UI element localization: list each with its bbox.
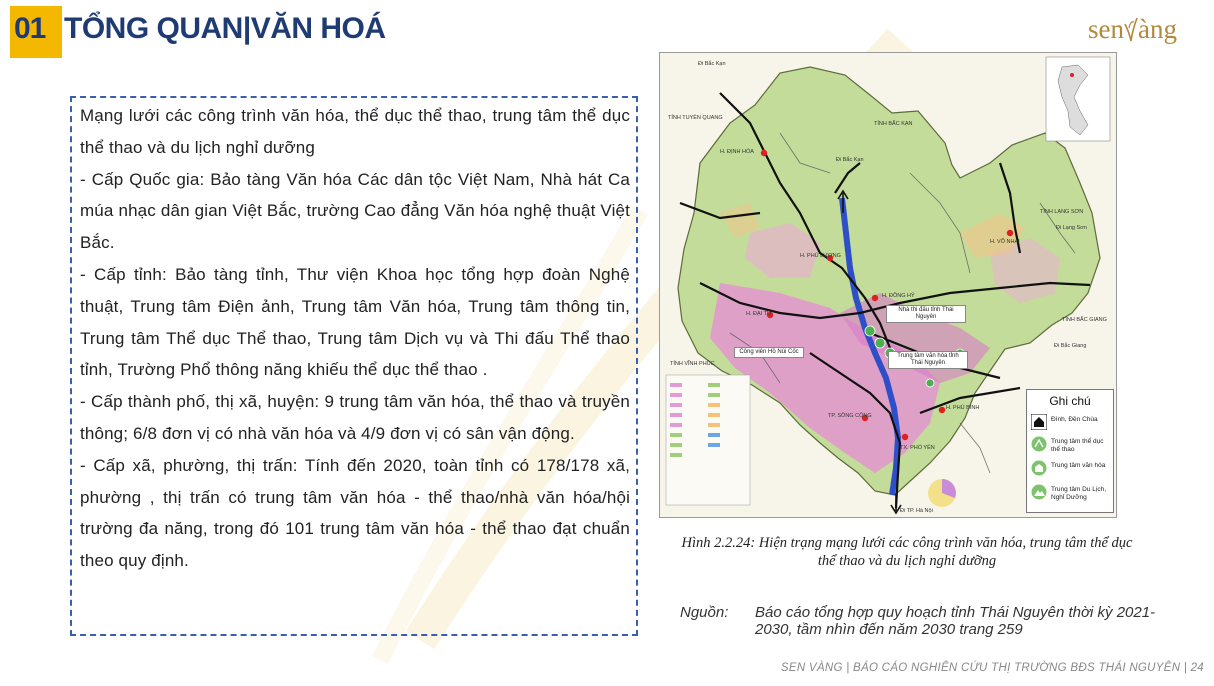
legend-label-temple: Đình, Đền Chùa	[1051, 416, 1098, 423]
resort-icon	[1031, 484, 1047, 500]
legend-item-sports	[1031, 436, 1111, 458]
map-legend	[1026, 389, 1114, 513]
legend-label-sports: Trung tâm thể dục thể thao	[1051, 438, 1104, 453]
map-label-pho-yen: TX. PHỔ YÊN	[900, 445, 935, 451]
page-footer: SEN VÀNG | BÁO CÁO NGHIÊN CỨU THỊ TRƯỜNG BĐS THÁI NGUYÊN | 24	[780, 662, 1204, 674]
legend-item-temple	[1031, 414, 1111, 436]
map-label-phu-binh: H. PHÚ BÌNH	[946, 405, 980, 411]
map-label-di-lang-son: Đi Lạng Sơn	[1056, 225, 1087, 231]
map-label-tinh-vinh-phuc: TỈNH VĨNH PHÚC	[670, 361, 715, 367]
sports-center-icon	[1031, 436, 1047, 452]
culture-center-icon	[1031, 460, 1047, 476]
map-label-tinh-tuyen-quang: TỈNH TUYÊN QUANG	[668, 115, 723, 121]
map-label-di-bac-giang: Đi Bắc Giang	[1054, 343, 1087, 349]
legend-label-culture: Trung tâm văn hóa	[1051, 462, 1106, 469]
district-level-paragraph: - Cấp thành phố, thị xã, huyện: 9 trung tâm văn hóa, thể thao và truyền thông; 6/8 đơn vị có nhà văn hóa và 4/9 đơn vị có sân vận động.	[80, 392, 630, 443]
content-textbox	[70, 96, 638, 636]
map-label-tinh-lang-son: TỈNH LẠNG SƠN	[1040, 209, 1084, 215]
legend-label-resort: Trung tâm Du Lịch, Nghỉ Dưỡng	[1051, 486, 1107, 501]
figure-caption: Hình 2.2.24: Hiện trạng mạng lưới các công trình văn hóa, trung tâm thể dục thể thao và du lịch nghỉ dưỡng	[681, 535, 1133, 569]
section-number: 01	[14, 12, 46, 45]
map-label-vo-nhai: H. VÕ NHAI	[990, 239, 1020, 245]
province-level-paragraph: - Cấp tỉnh: Bảo tàng tỉnh, Thư viện Khoa học tổng hợp đoàn Nghệ thuật, Trung tâm Điện ảnh, Trung tâm Văn hóa, Trung tâm thông tin, Trung tâm Thể dục Thể thao, Trung tâm Dịch vụ và Thi đấu Thể thao tỉnh, Trường Phổ thông năng khiếu thể dục thể thao .	[80, 264, 630, 380]
lotus-v-icon	[1124, 16, 1138, 42]
source-label: Nguồn:	[680, 604, 729, 621]
brand-logo	[1088, 14, 1177, 45]
map-label-tinh-bac-giang: TỈNH BẮC GIANG	[1062, 317, 1107, 323]
logo-text-left: sen	[1088, 14, 1124, 44]
map-callout-cong-vien: Công viên Hồ Núi Cốc	[734, 347, 804, 358]
map-callout-trung-tam-van-hoa: Trung tâm văn hóa tỉnh Thái Nguyên	[888, 351, 968, 369]
national-level-paragraph: - Cấp Quốc gia: Bảo tàng Văn hóa Các dân tộc Việt Nam, Nhà hát Ca múa nhạc dân gian Việt Bắc, trường Cao đẳng Văn hóa nghệ thuật Việt Bắc.	[80, 169, 630, 253]
commune-level-paragraph: - Cấp xã, phường, thị trấn: Tính đến 2020, toàn tỉnh có 178/178 xã, phường , thị trấn có trung tâm văn hóa - thể thao/nhà văn hóa/hội trường đa năng, trong đó 101 trung tâm văn hóa - thể thao đạt chuẩn theo quy định.	[80, 455, 630, 571]
legend-item-culture	[1031, 460, 1111, 482]
map-label-di-ha-noi: Đi TP. Hà Nội	[900, 508, 933, 514]
map-label-phu-luong: H. PHÚ LƯƠNG	[800, 253, 841, 259]
legend-title: Ghi chú	[1049, 394, 1091, 408]
intro-paragraph: Mạng lưới các công trình văn hóa, thể dục thể thao, trung tâm thể dục thể thao và du lịch nghỉ dưỡng	[80, 106, 630, 157]
map-label-dinh-hoa: H. ĐỊNH HÓA	[720, 149, 754, 155]
map-label-tinh-bac-kan: TỈNH BẮC KẠN	[874, 121, 913, 127]
temple-icon	[1031, 414, 1047, 430]
map-label-dai-tu: H. ĐẠI TỪ	[746, 311, 772, 317]
map-label-di-bac-kan-2: Đi Bắc Kạn	[836, 157, 864, 163]
logo-text-right: àng	[1138, 14, 1177, 44]
map-label-di-bac-kan-top: Đi Bắc Kạn	[698, 61, 726, 67]
map-label-dong-hy: H. ĐỒNG HỶ	[882, 293, 915, 299]
map-callout-nha-thi-dau: Nhà thi đấu tỉnh Thái Nguyên	[886, 305, 966, 323]
source-text: Báo cáo tổng hợp quy hoạch tỉnh Thái Nguyên thời kỳ 2021-2030, tầm nhìn đến năm 2030 trang 259	[755, 604, 1156, 638]
legend-item-resort	[1031, 484, 1111, 506]
map-label-song-cong: TP. SÔNG CÔNG	[828, 413, 872, 419]
page-title: TỔNG QUAN|VĂN HOÁ	[64, 12, 386, 45]
